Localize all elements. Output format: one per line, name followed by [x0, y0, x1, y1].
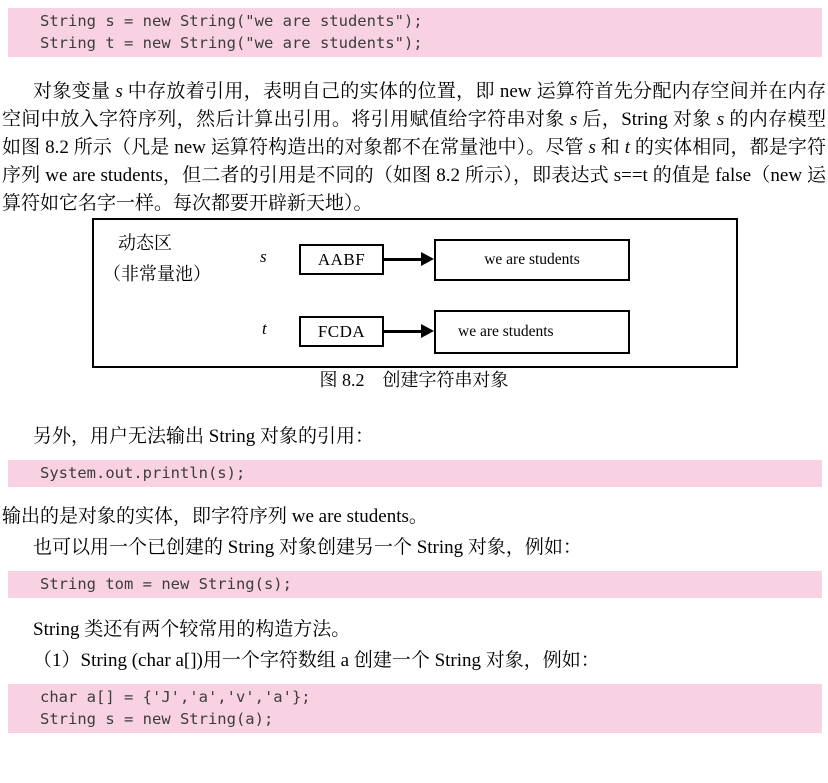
- paragraph-constructors-intro: String 类还有两个较常用的构造方法。: [33, 619, 351, 640]
- zone-label-line2: （非常量池）: [103, 264, 211, 284]
- zone-label-line1: 动态区: [118, 233, 172, 253]
- reference-box-t: FCDA: [299, 316, 384, 347]
- string-value-box-s: we are students: [434, 239, 630, 281]
- textbook-page: [0, 8, 828, 783]
- paragraph-output-entity: 输出的是对象的实体，即字符序列 we are students。: [2, 506, 428, 527]
- code-line: String s = new String(a);: [40, 710, 274, 728]
- code-line: char a[] = {'J','a','v','a'};: [40, 688, 311, 706]
- paragraph-cannot-print-reference: 另外，用户无法输出 String 对象的引用：: [33, 426, 374, 447]
- code-line: String tom = new String(s);: [40, 575, 292, 593]
- code-line: String s = new String("we are students");: [40, 12, 423, 30]
- memory-model-figure: [0, 218, 828, 368]
- code-line: System.out.println(s);: [40, 464, 246, 482]
- variable-s-label: s: [260, 247, 267, 266]
- figure-caption: 图 8.2 创建字符串对象: [319, 370, 509, 390]
- code-block-println: [8, 460, 822, 487]
- arrow-icon: [384, 330, 421, 333]
- paragraph-memory-model: 对象变量 s 中存放着引用，表明自己的实体的位置，即 new 运算符首先分配内存空间并在内存空间中放入字符序列，然后计算出引用。将引用赋值给字符串对象 s 后，String 对象 s 的内存模型如图 8.2 所示（凡是 new 运算符构造出的对象都不在常量池中）。尽管 s 和 t 的实体相同，都是字符序列 we are students，但二者的引用是不同的（如图 8.2 所示），即表达式 s==t 的值是 false（new 运算符如它名字一样。每次都要开辟新天地）。: [2, 81, 826, 214]
- arrow-icon: [384, 258, 421, 261]
- paragraph-create-from-string: 也可以用一个已创建的 String 对象创建另一个 String 对象，例如：: [33, 537, 582, 558]
- code-block-string-new: [8, 8, 822, 57]
- reference-box-s: AABF: [299, 244, 384, 275]
- code-block-tom: [8, 571, 822, 598]
- dynamic-area-box: [92, 218, 738, 368]
- string-value-box-t: we are students: [434, 310, 630, 354]
- code-block-char-array: [8, 684, 822, 733]
- paragraph-char-array-constructor: （1）String (char a[])用一个字符数组 a 创建一个 String 对象，例如：: [33, 650, 600, 671]
- variable-t-label: t: [262, 319, 267, 338]
- code-line: String t = new String("we are students");: [40, 34, 423, 52]
